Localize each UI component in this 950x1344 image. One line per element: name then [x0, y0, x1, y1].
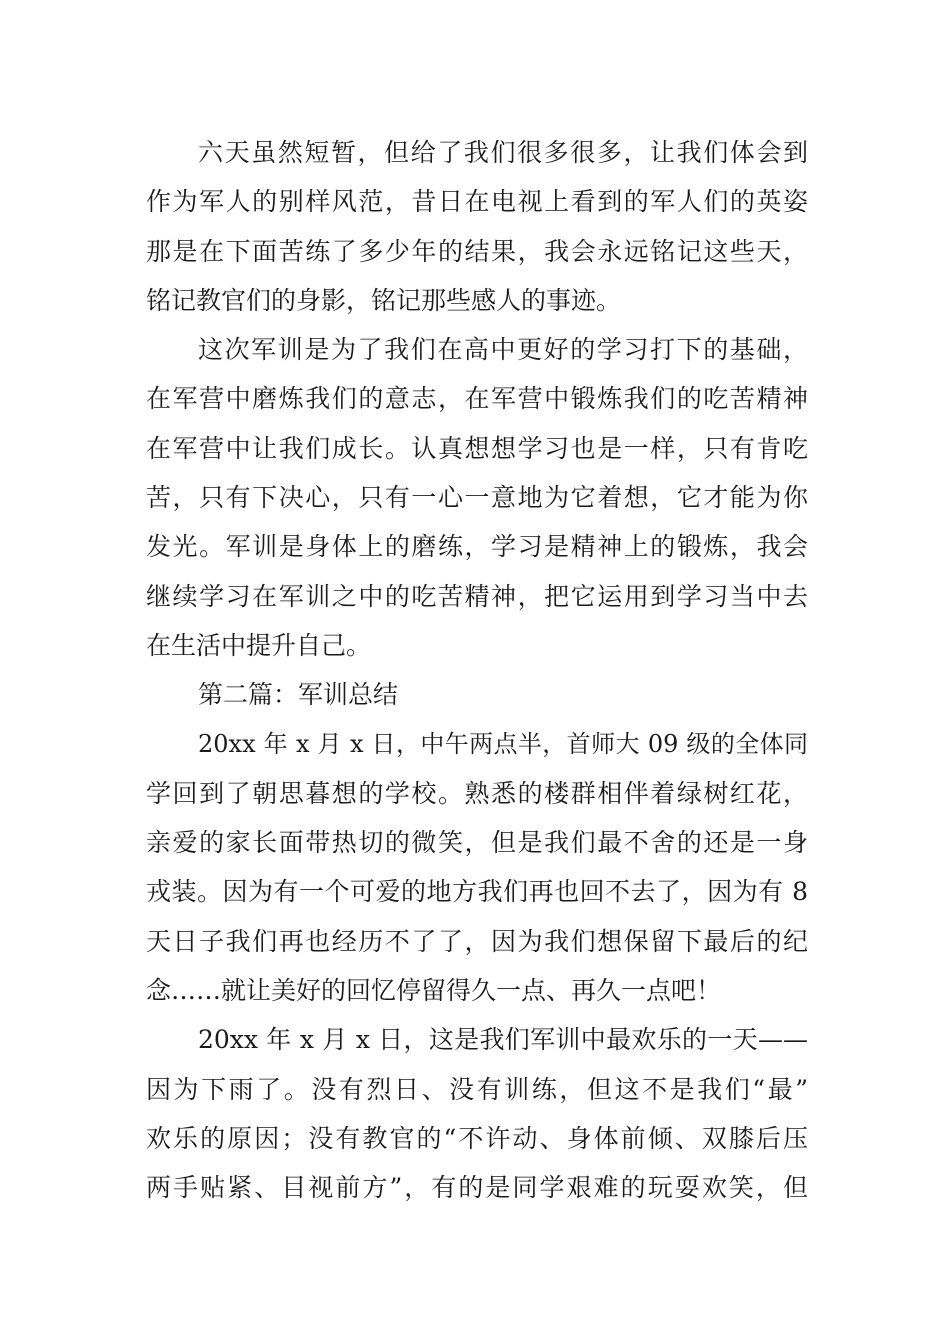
- text-line: 发光。军训是身体上的磨练，学习是精神上的锻炼，我会: [146, 532, 808, 562]
- text-line: 天日子我们再也经历不了了，因为我们想保留下最后的纪: [146, 926, 808, 956]
- text-line: 戎装。因为有一个可爱的地方我们再也回不去了，因为有 8: [146, 877, 808, 907]
- text-line: 作为军人的别样风范，昔日在电视上看到的军人们的英姿: [146, 187, 808, 217]
- text-line: 学回到了朝思暮想的学校。熟悉的楼群相伴着绿树红花，: [146, 778, 808, 808]
- text-line: 那是在下面苦练了多少年的结果，我会永远铭记这些天，: [146, 236, 808, 266]
- text-line: 这次军训是为了我们在高中更好的学习打下的基础，: [198, 335, 808, 365]
- text-line: 在军营中让我们成长。认真想想学习也是一样，只有肯吃: [146, 433, 808, 463]
- text-line: 第二篇：军训总结: [198, 680, 399, 710]
- text-line: 20xx 年 x 月 x 日，这是我们军训中最欢乐的一天——: [198, 1025, 808, 1055]
- text-line: 念……就让美好的回忆停留得久一点、再久一点吧！: [146, 976, 722, 1006]
- text-line: 继续学习在军训之中的吃苦精神，把它运用到学习当中去: [146, 581, 808, 611]
- text-line: 在生活中提升自己。: [146, 630, 372, 660]
- text-line: 六天虽然短暂，但给了我们很多很多，让我们体会到: [198, 138, 808, 167]
- text-line: 欢乐的原因；没有教官的“不许动、身体前倾、双膝后压: [146, 1123, 808, 1153]
- text-line: 铭记教官们的身影，铭记那些感人的事迹。: [146, 285, 622, 315]
- text-line: 亲爱的家长面带热切的微笑，但是我们最不舍的还是一身: [146, 828, 808, 858]
- text-line: 在军营中磨炼我们的意志，在军营中锻炼我们的吃苦精神: [146, 384, 808, 414]
- text-line: 两手贴紧、目视前方”，有的是同学艰难的玩耍欢笑，但: [146, 1173, 808, 1203]
- text-line: 20xx 年 x 月 x 日，中午两点半，首师大 09 级的全体同: [198, 729, 808, 758]
- body-text: [146, 128, 808, 1213]
- text-line: 苦，只有下决心，只有一心一意地为它着想，它才能为你: [146, 483, 808, 513]
- text-line: 因为下雨了。没有烈日、没有训练，但这不是我们“最”: [146, 1074, 808, 1104]
